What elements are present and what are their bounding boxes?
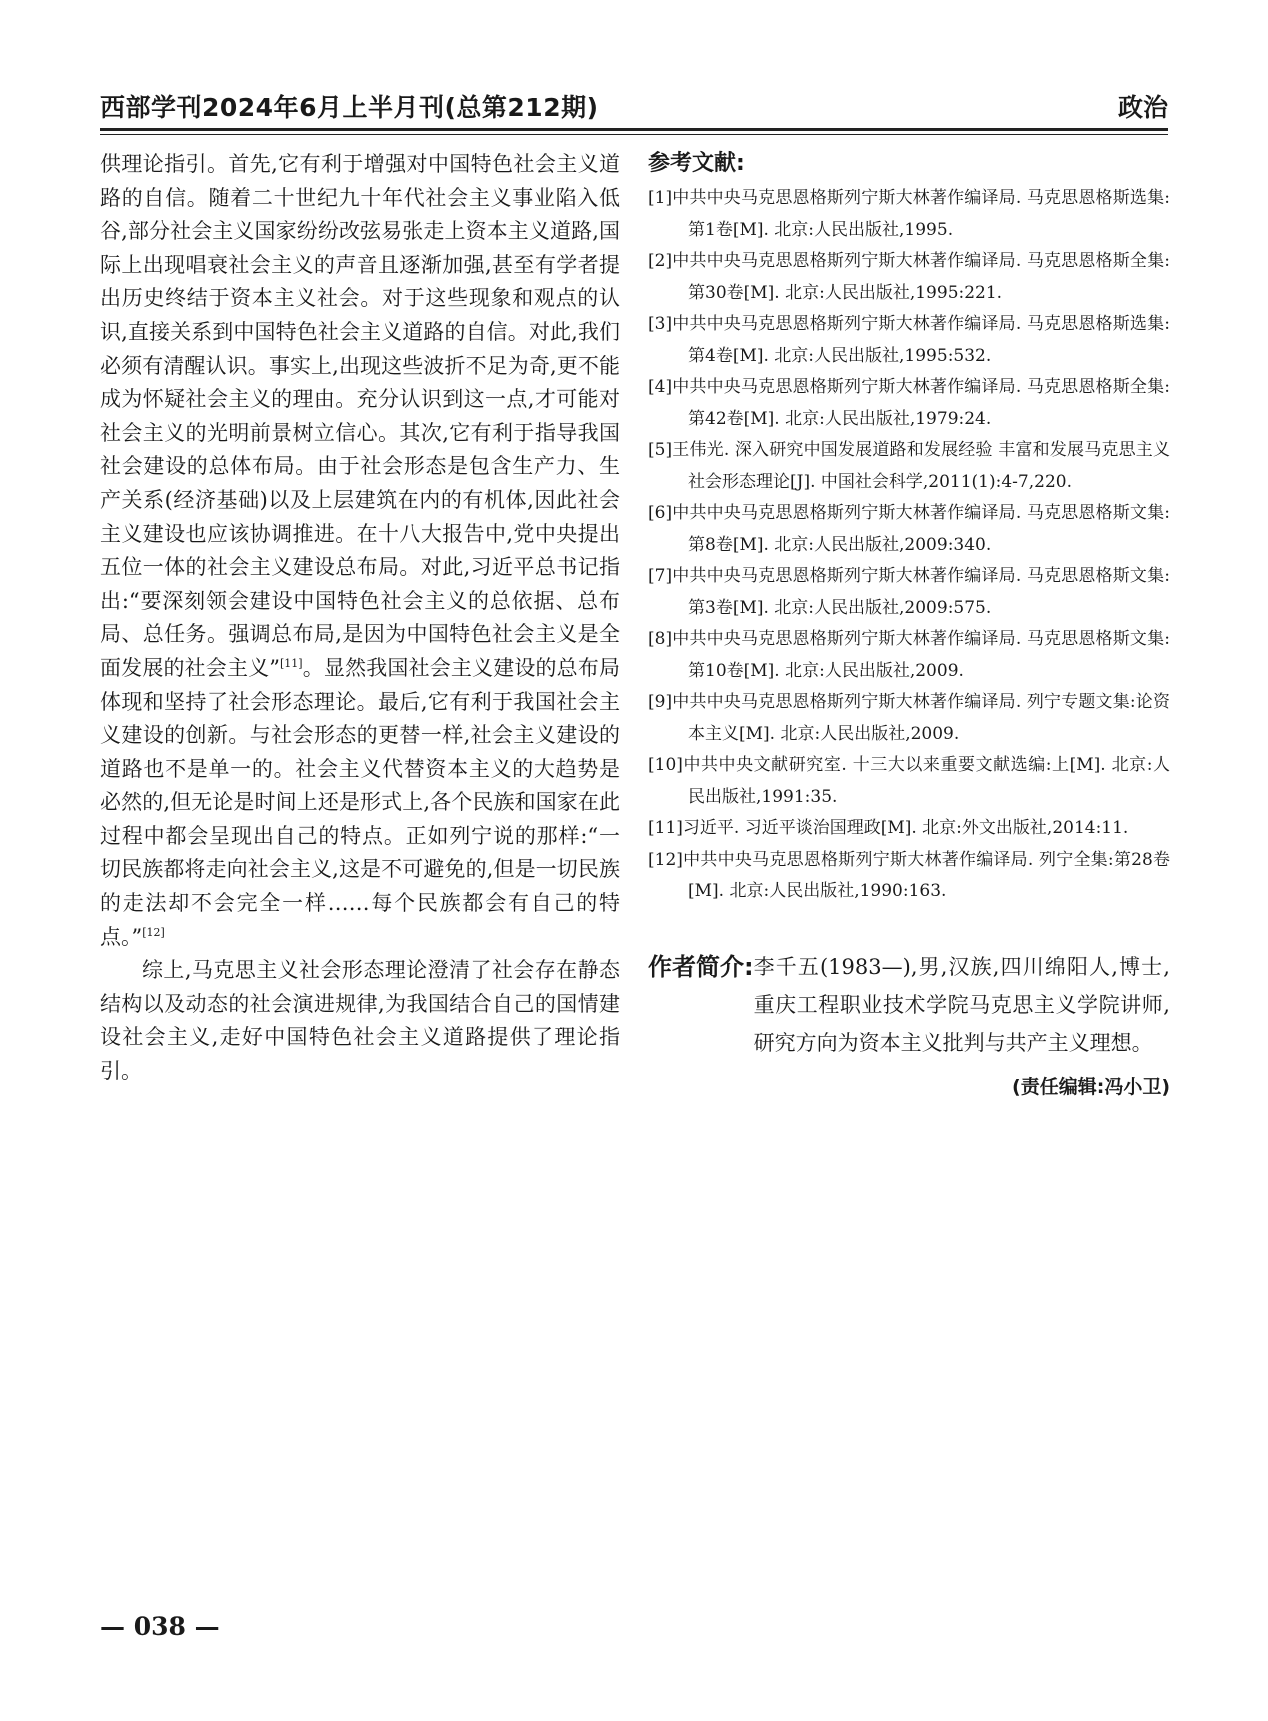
reference-item: [12]中共中央马克思恩格斯列宁斯大林著作编译局. 列宁全集:第28卷[M]. 北京:人民出版社,1990:163.: [648, 849, 1170, 901]
references-list: [648, 183, 1170, 908]
section-name: 政治: [1117, 93, 1168, 122]
citation-mark: [11]: [280, 656, 303, 670]
references-heading: 参考文献:: [648, 151, 745, 176]
body-paragraph: [100, 148, 620, 954]
reference-item: [7]中共中央马克思恩格斯列宁斯大林著作编译局. 马克思恩格斯文集:第3卷[M]. 北京:人民出版社,2009:575.: [648, 566, 1170, 618]
author-bio-label: 作者简介:: [648, 952, 754, 981]
reference-item: [3]中共中央马克思恩格斯列宁斯大林著作编译局. 马克思恩格斯选集:第4卷[M]. 北京:人民出版社,1995:532.: [648, 314, 1170, 366]
reference-item: [9]中共中央马克思恩格斯列宁斯大林著作编译局. 列宁专题文集:论资本主义[M]. 北京:人民出版社,2009.: [648, 692, 1170, 744]
citation-mark: [12]: [142, 925, 165, 939]
reference-item: [10]中共中央文献研究室. 十三大以来重要文献选编:上[M]. 北京:人民出版社,1991:35.: [648, 755, 1170, 807]
reference-item: [11]习近平. 习近平谈治国理政[M]. 北京:外文出版社,2014:11.: [648, 818, 1129, 838]
body-text: 供理论指引。首先,它有利于增强对中国特色社会主义道路的自信。随着二十世纪九十年代社会主义事业陷入低谷,部分社会主义国家纷纷改弦易张走上资本主义道路,国际上出现唱衰社会主义的声音且逐渐加强,甚至有学者提出历史终结于资本主义社会。对于这些现象和观点的认识,直接关系到中国特色社会主义道路的自信。对此,我们必须有清醒认识。事实上,出现这些波折不足为奇,更不能成为怀疑社会主义的理由。充分认识到这一点,才可能对社会主义的光明前景树立信心。其次,它有利于指导我国社会建设的总体布局。由于社会形态是包含生产力、生产关系(经济基础)以及上层建筑在内的有机体,因此社会主义建设也应该协调推进。在十八大报告中,党中央提出五位一体的社会主义建设总布局。对此,习近平总书记指出:“要深刻领会建设中国特色社会主义的总依据、总布局、总任务。强调总布局,是因为中国特色社会主义是全面发展的社会主义”: [100, 152, 620, 680]
page-number: — 038 —: [100, 1612, 220, 1641]
reference-item: [6]中共中央马克思恩格斯列宁斯大林著作编译局. 马克思恩格斯文集:第8卷[M]. 北京:人民出版社,2009:340.: [648, 503, 1170, 555]
author-bio-text: 李千五(1983—),男,汉族,四川绵阳人,博士,重庆工程职业技术学院马克思主义学院讲师,研究方向为资本主义批判与共产主义理想。: [753, 954, 1170, 1055]
reference-item: [1]中共中央马克思恩格斯列宁斯大林著作编译局. 马克思恩格斯选集:第1卷[M]. 北京:人民出版社,1995.: [648, 188, 1170, 240]
author-bio: [648, 948, 1170, 1062]
side-column: [648, 146, 1170, 1099]
body-paragraph: 综上,马克思主义社会形态理论澄清了社会存在静态结构以及动态的社会演进规律,为我国结合自己的国情建设社会主义,走好中国特色社会主义道路提供了理论指引。: [100, 958, 620, 1084]
reference-item: [5]王伟光. 深入研究中国发展道路和发展经验 丰富和发展马克思主义社会形态理论[J]. 中国社会科学,2011(1):4-7,220.: [648, 440, 1170, 492]
reference-item: [8]中共中央马克思恩格斯列宁斯大林著作编译局. 马克思恩格斯文集:第10卷[M]. 北京:人民出版社,2009.: [648, 629, 1170, 681]
journal-title: 西部学刊2024年6月上半月刊(总第212期): [100, 93, 599, 122]
page-header: [100, 88, 1168, 131]
header-divider: [100, 134, 1168, 135]
reference-item: [4]中共中央马克思恩格斯列宁斯大林著作编译局. 马克思恩格斯全集:第42卷[M]. 北京:人民出版社,1979:24.: [648, 377, 1170, 429]
reference-item: [2]中共中央马克思恩格斯列宁斯大林著作编译局. 马克思恩格斯全集:第30卷[M]. 北京:人民出版社,1995:221.: [648, 251, 1170, 303]
body-text: 。显然我国社会主义建设的总布局体现和坚持了社会形态理论。最后,它有利于我国社会主义建设的创新。与社会形态的更替一样,社会主义建设的道路也不是单一的。社会主义代替资本主义的大趋势是必然的,但无论是时间上还是形式上,各个民族和国家在此过程中都会呈现出自己的特点。正如列宁说的那样:“一切民族都将走向社会主义,这是不可避免的,但是一切民族的走法却不会完全一样……每个民族都会有自己的特点。”: [100, 655, 620, 949]
main-text-column: [100, 148, 620, 1089]
responsible-editor: (责任编辑:冯小卫): [1012, 1075, 1170, 1098]
